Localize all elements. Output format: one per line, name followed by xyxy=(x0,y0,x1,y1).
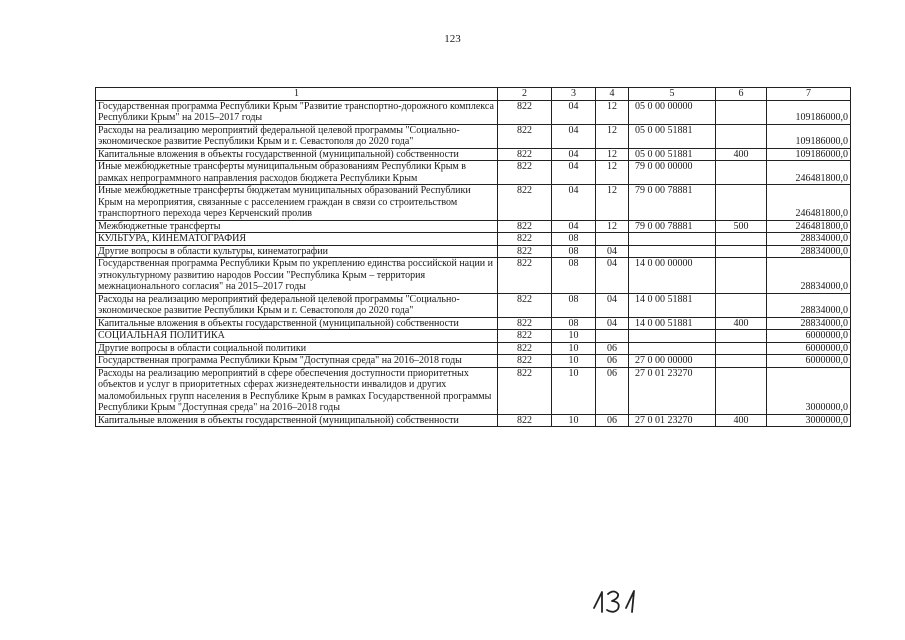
table-row xyxy=(96,161,851,185)
table-row xyxy=(96,330,851,343)
row-section-code: 04 xyxy=(552,148,596,161)
row-amount: 6000000,0 xyxy=(767,355,851,368)
row-section-code: 04 xyxy=(552,185,596,221)
row-expense-type-code xyxy=(716,245,767,258)
row-section-code: 08 xyxy=(552,245,596,258)
column-header: 3 xyxy=(552,88,596,101)
row-subsection-code: 04 xyxy=(596,317,629,330)
row-amount: 109186000,0 xyxy=(767,148,851,161)
row-ved-code: 822 xyxy=(498,245,552,258)
row-target-item-code xyxy=(629,342,716,355)
row-target-item-code: 14 0 00 51881 xyxy=(629,293,716,317)
row-expense-type-code: 500 xyxy=(716,220,767,233)
row-amount: 28834000,0 xyxy=(767,258,851,294)
row-amount: 28834000,0 xyxy=(767,233,851,246)
row-section-code: 10 xyxy=(552,330,596,343)
row-amount: 3000000,0 xyxy=(767,367,851,414)
row-amount: 246481800,0 xyxy=(767,220,851,233)
row-expense-type-code xyxy=(716,258,767,294)
row-subsection-code: 12 xyxy=(596,161,629,185)
row-section-code: 04 xyxy=(552,220,596,233)
row-amount: 28834000,0 xyxy=(767,317,851,330)
row-section-code: 10 xyxy=(552,367,596,414)
column-header: 6 xyxy=(716,88,767,101)
row-expense-type-code: 400 xyxy=(716,414,767,427)
row-ved-code: 822 xyxy=(498,220,552,233)
row-expense-type-code xyxy=(716,342,767,355)
row-expense-type-code xyxy=(716,355,767,368)
row-expense-type-code xyxy=(716,185,767,221)
table-row xyxy=(96,414,851,427)
table-row xyxy=(96,100,851,124)
column-header: 5 xyxy=(629,88,716,101)
row-ved-code: 822 xyxy=(498,367,552,414)
table-row xyxy=(96,220,851,233)
column-header: 4 xyxy=(596,88,629,101)
row-target-item-code: 27 0 00 00000 xyxy=(629,355,716,368)
row-subsection-code: 06 xyxy=(596,342,629,355)
table-row xyxy=(96,367,851,414)
row-expense-type-code xyxy=(716,367,767,414)
row-subsection-code: 06 xyxy=(596,355,629,368)
row-subsection-code: 04 xyxy=(596,293,629,317)
row-ved-code: 822 xyxy=(498,317,552,330)
row-ved-code: 822 xyxy=(498,342,552,355)
row-name: Капитальные вложения в объекты государственной (муниципальной) собственности xyxy=(96,317,498,330)
page-number: 123 xyxy=(444,33,461,45)
row-name: Иные межбюджетные трансферты бюджетам муниципальных образований Республики Крым на мероприятия, связанные с расселением граждан в связи со строительством транспортного перехода через Керченский пролив xyxy=(96,185,498,221)
table-row xyxy=(96,124,851,148)
row-ved-code: 822 xyxy=(498,355,552,368)
row-section-code: 08 xyxy=(552,293,596,317)
row-target-item-code: 79 0 00 00000 xyxy=(629,161,716,185)
row-expense-type-code xyxy=(716,293,767,317)
row-target-item-code xyxy=(629,330,716,343)
row-subsection-code: 06 xyxy=(596,367,629,414)
row-expense-type-code xyxy=(716,330,767,343)
row-expense-type-code xyxy=(716,161,767,185)
row-ved-code: 822 xyxy=(498,100,552,124)
row-ved-code: 822 xyxy=(498,148,552,161)
table-row xyxy=(96,342,851,355)
table-row xyxy=(96,258,851,294)
row-section-code: 08 xyxy=(552,258,596,294)
row-amount: 28834000,0 xyxy=(767,245,851,258)
row-subsection-code: 12 xyxy=(596,100,629,124)
row-subsection-code: 12 xyxy=(596,185,629,221)
table-row xyxy=(96,233,851,246)
column-header: 1 xyxy=(96,88,498,101)
column-header: 7 xyxy=(767,88,851,101)
row-expense-type-code: 400 xyxy=(716,148,767,161)
column-header: 2 xyxy=(498,88,552,101)
row-section-code: 08 xyxy=(552,317,596,330)
row-name: Другие вопросы в области культуры, кинематографии xyxy=(96,245,498,258)
row-target-item-code: 14 0 00 00000 xyxy=(629,258,716,294)
row-amount: 3000000,0 xyxy=(767,414,851,427)
row-name: Другие вопросы в области социальной политики xyxy=(96,342,498,355)
table-row xyxy=(96,148,851,161)
handwritten-page-mark xyxy=(590,586,640,616)
table-row xyxy=(96,317,851,330)
row-subsection-code: 06 xyxy=(596,414,629,427)
row-target-item-code: 27 0 01 23270 xyxy=(629,414,716,427)
row-subsection-code: 12 xyxy=(596,148,629,161)
row-name: Иные межбюджетные трансферты муниципальным образованиям Республики Крым в рамках непрограммного направления расходов бюджета Республики Крым xyxy=(96,161,498,185)
row-subsection-code: 04 xyxy=(596,258,629,294)
row-ved-code: 822 xyxy=(498,161,552,185)
row-amount: 246481800,0 xyxy=(767,185,851,221)
row-target-item-code: 05 0 00 51881 xyxy=(629,124,716,148)
row-ved-code: 822 xyxy=(498,258,552,294)
row-amount: 109186000,0 xyxy=(767,100,851,124)
row-subsection-code xyxy=(596,233,629,246)
row-name: СОЦИАЛЬНАЯ ПОЛИТИКА xyxy=(96,330,498,343)
row-ved-code: 822 xyxy=(498,233,552,246)
row-target-item-code: 79 0 00 78881 xyxy=(629,220,716,233)
row-subsection-code: 12 xyxy=(596,220,629,233)
table-row xyxy=(96,293,851,317)
row-name: Расходы на реализацию мероприятий федеральной целевой программы "Социально-экономическое развитие Республики Крым и г. Севастополя до 2020 года" xyxy=(96,293,498,317)
row-target-item-code xyxy=(629,233,716,246)
table-header-row xyxy=(96,88,851,101)
row-subsection-code xyxy=(596,330,629,343)
row-ved-code: 822 xyxy=(498,185,552,221)
row-subsection-code: 12 xyxy=(596,124,629,148)
row-expense-type-code: 400 xyxy=(716,317,767,330)
row-ved-code: 822 xyxy=(498,414,552,427)
row-section-code: 08 xyxy=(552,233,596,246)
row-name: КУЛЬТУРА, КИНЕМАТОГРАФИЯ xyxy=(96,233,498,246)
row-target-item-code: 14 0 00 51881 xyxy=(629,317,716,330)
row-expense-type-code xyxy=(716,233,767,246)
row-target-item-code: 27 0 01 23270 xyxy=(629,367,716,414)
row-subsection-code: 04 xyxy=(596,245,629,258)
row-amount: 6000000,0 xyxy=(767,330,851,343)
budget-table xyxy=(95,87,851,427)
row-expense-type-code xyxy=(716,100,767,124)
row-name: Капитальные вложения в объекты государственной (муниципальной) собственности xyxy=(96,414,498,427)
row-name: Межбюджетные трансферты xyxy=(96,220,498,233)
row-ved-code: 822 xyxy=(498,124,552,148)
row-amount: 246481800,0 xyxy=(767,161,851,185)
row-name: Расходы на реализацию мероприятий в сфере обеспечения доступности приоритетных объектов и услуг в приоритетных сферах жизнедеятельности инвалидов и других маломобильных групп населения в Республике Крым в рамках Государственной программы Республики Крым "Доступная среда" на 2016–2018 годы xyxy=(96,367,498,414)
row-name: Расходы на реализацию мероприятий федеральной целевой программы "Социально-экономическое развитие Республики Крым и г. Севастополя до 2020 года" xyxy=(96,124,498,148)
row-ved-code: 822 xyxy=(498,330,552,343)
table-row xyxy=(96,355,851,368)
row-expense-type-code xyxy=(716,124,767,148)
row-section-code: 04 xyxy=(552,100,596,124)
row-section-code: 10 xyxy=(552,342,596,355)
row-section-code: 04 xyxy=(552,124,596,148)
row-amount: 6000000,0 xyxy=(767,342,851,355)
row-target-item-code: 05 0 00 51881 xyxy=(629,148,716,161)
table-row xyxy=(96,245,851,258)
row-amount: 28834000,0 xyxy=(767,293,851,317)
row-amount: 109186000,0 xyxy=(767,124,851,148)
row-section-code: 04 xyxy=(552,161,596,185)
row-ved-code: 822 xyxy=(498,293,552,317)
row-target-item-code: 05 0 00 00000 xyxy=(629,100,716,124)
table-row xyxy=(96,185,851,221)
row-section-code: 10 xyxy=(552,414,596,427)
row-name: Капитальные вложения в объекты государственной (муниципальной) собственности xyxy=(96,148,498,161)
row-target-item-code: 79 0 00 78881 xyxy=(629,185,716,221)
row-section-code: 10 xyxy=(552,355,596,368)
row-target-item-code xyxy=(629,245,716,258)
row-name: Государственная программа Республики Крым по укреплению единства российской нации и этнокультурному развитию народов России "Республика Крым – территория межнационального согласия" на 2015–2017 годы xyxy=(96,258,498,294)
row-name: Государственная программа Республики Крым "Доступная среда" на 2016–2018 годы xyxy=(96,355,498,368)
row-name: Государственная программа Республики Крым "Развитие транспортно-дорожного комплекса Республики Крым" на 2015–2017 годы xyxy=(96,100,498,124)
